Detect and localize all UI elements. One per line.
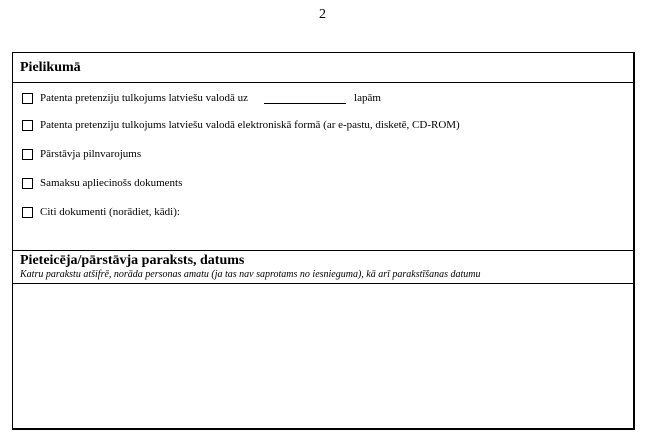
attachment-item-label: Pārstāvja pilnvarojums (40, 148, 142, 160)
attachment-item-payment-document (22, 177, 182, 189)
attachment-item-other-documents (22, 206, 180, 218)
attachment-item-label: Citi dokumenti (norādiet, kādi): (40, 206, 180, 218)
signature-heading: Pieteicēja/pārstāvja paraksts, datums (20, 253, 245, 268)
attachment-item-electronic-translation (22, 119, 460, 131)
checkbox[interactable] (22, 149, 33, 160)
checkbox[interactable] (22, 120, 33, 131)
attachment-item-suffix: lapām (354, 92, 381, 104)
page-count-field[interactable] (264, 93, 346, 104)
attachments-heading: Pielikumā (20, 60, 81, 75)
form-box (12, 52, 635, 430)
divider (13, 82, 633, 83)
attachment-item-label: Samaksu apliecinošs dokuments (40, 177, 183, 189)
attachment-item-power-of-attorney (22, 148, 141, 160)
checkbox[interactable] (22, 93, 33, 104)
checkbox[interactable] (22, 178, 33, 189)
attachment-item-label: Patenta pretenziju tulkojums latviešu valodā elektroniskā formā (ar e-pastu, disketē, CD-ROM) (40, 119, 460, 131)
attachment-item-label: Patenta pretenziju tulkojums latviešu valodā uz (40, 92, 249, 104)
divider (13, 250, 633, 251)
checkbox[interactable] (22, 207, 33, 218)
page-number: 2 (319, 7, 326, 22)
signature-note: Katru parakstu atšifrē, norāda personas amatu (ja tas nav saprotams no iesnieguma), kā arī parakstīšanas datumu (20, 269, 481, 280)
signature-area[interactable] (13, 284, 633, 428)
attachment-item-claims-translation (22, 92, 381, 104)
